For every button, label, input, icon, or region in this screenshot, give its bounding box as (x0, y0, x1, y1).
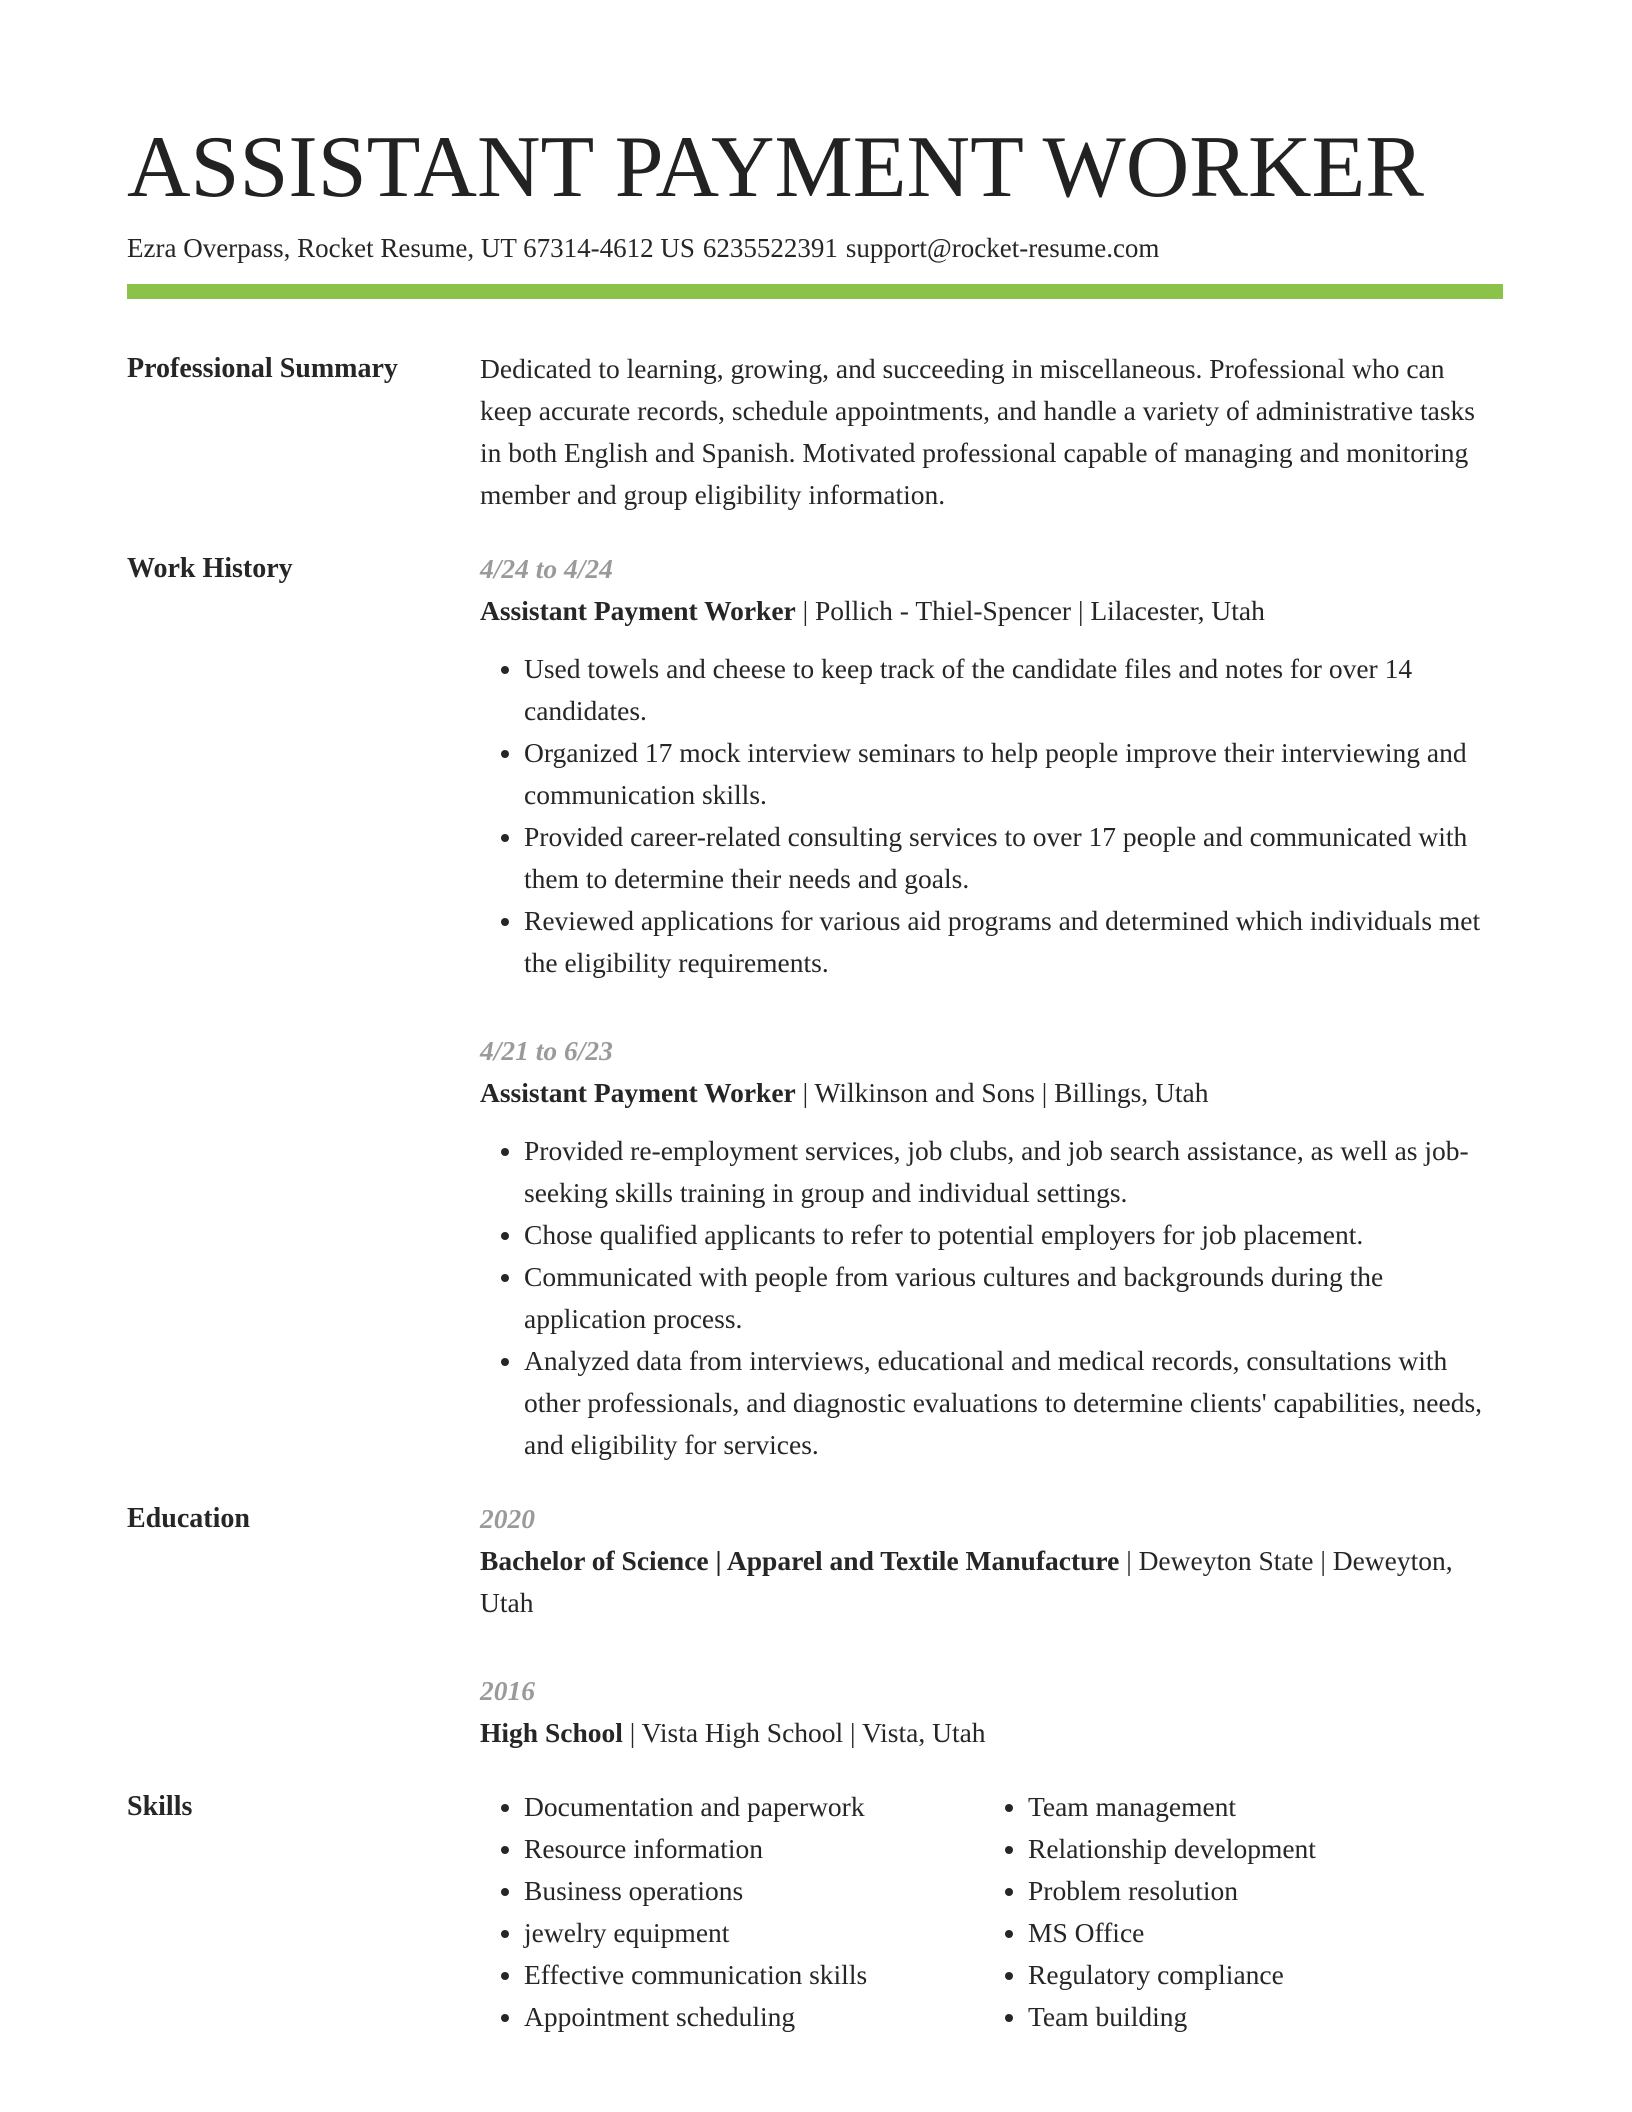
education-entry (480, 1670, 1503, 1754)
education-details: | Deweyton State | Deweyton, Utah (480, 1545, 1453, 1618)
education-degree: High School (480, 1717, 623, 1748)
skill-item: • Resource information (524, 1828, 984, 1870)
job-dates: 4/21 to 6/23 (480, 1035, 613, 1066)
job-bullets (480, 1130, 1503, 1466)
skill-item: • Regulatory compliance (1028, 1954, 1488, 1996)
job-bullet: • Provided re-employment services, job clubs, and job search assistance, as well as job-seeking skills training in group and individual settings. (524, 1130, 1503, 1214)
skill-item: • MS Office (1028, 1912, 1488, 1954)
job-heading (480, 1072, 1503, 1114)
job-details: | Pollich - Thiel-Spencer | Lilacester, Utah (795, 595, 1265, 626)
job-bullet: • Used towels and cheese to keep track of the candidate files and notes for over 14 candidates. (524, 648, 1503, 732)
job-bullets (480, 648, 1503, 984)
skill-item: • Effective communication skills (524, 1954, 984, 1996)
contact-line (127, 230, 1503, 266)
skill-item: • Documentation and paperwork (524, 1786, 984, 1828)
work-history-label: Work History (127, 553, 293, 584)
header-divider (127, 284, 1503, 299)
job-dates: 4/24 to 4/24 (480, 553, 613, 584)
education-label: Education (127, 1503, 250, 1534)
contact-phone: 6235522391 (702, 233, 838, 263)
skills-column-right (984, 1786, 1488, 2038)
skill-item: • Appointment scheduling (524, 1996, 984, 2038)
summary-section (127, 348, 1503, 516)
skills-body (480, 1786, 1503, 2038)
skills-section (127, 1786, 1503, 2038)
skills-label: Skills (127, 1791, 193, 1822)
education-year: 2016 (480, 1675, 535, 1706)
work-history-body (480, 548, 1503, 1466)
job-heading (480, 590, 1503, 632)
skill-item: • Team management (1028, 1786, 1488, 1828)
summary-label: Professional Summary (127, 353, 398, 384)
skill-item: • Problem resolution (1028, 1870, 1488, 1912)
skill-item: • Business operations (524, 1870, 984, 1912)
job-details: | Wilkinson and Sons | Billings, Utah (795, 1077, 1209, 1108)
job-bullet: • Chose qualified applicants to refer to potential employers for job placement. (524, 1214, 1503, 1256)
education-section (127, 1498, 1503, 1754)
education-body (480, 1498, 1503, 1754)
education-details: | Vista High School | Vista, Utah (622, 1717, 986, 1748)
work-history-section (127, 548, 1503, 1466)
job-bullet: • Organized 17 mock interview seminars to help people improve their interviewing and communication skills. (524, 732, 1503, 816)
skills-column-left (480, 1786, 984, 2038)
contact-email: support@rocket-resume.com (845, 233, 1160, 263)
education-heading (480, 1712, 1503, 1754)
education-year: 2020 (480, 1503, 535, 1534)
education-entry (480, 1498, 1503, 1624)
skill-item: • Team building (1028, 1996, 1488, 2038)
job-entry (480, 548, 1503, 984)
education-heading (480, 1540, 1503, 1624)
skill-item: • jewelry equipment (524, 1912, 984, 1954)
job-bullet: • Provided career-related consulting services to over 17 people and communicated with them to determine their needs and goals. (524, 816, 1503, 900)
skill-item: • Relationship development (1028, 1828, 1488, 1870)
job-title: Assistant Payment Worker (480, 1077, 796, 1108)
contact-address: Ezra Overpass, Rocket Resume, UT 67314-4612 US (127, 233, 695, 263)
resume-page (127, 118, 1503, 2038)
job-bullet: • Reviewed applications for various aid programs and determined which individuals met the eligibility requirements. (524, 900, 1503, 984)
job-entry (480, 1030, 1503, 1466)
job-title: Assistant Payment Worker (480, 595, 796, 626)
candidate-name: ASSISTANT PAYMENT WORKER (127, 119, 1424, 216)
job-bullet: • Communicated with people from various cultures and backgrounds during the application process. (524, 1256, 1503, 1340)
skills-columns (480, 1786, 1503, 2038)
education-degree: Bachelor of Science | Apparel and Textile Manufacture (480, 1545, 1120, 1576)
summary-text: Dedicated to learning, growing, and succeeding in miscellaneous. Professional who can keep accurate records, schedule appointments, and handle a variety of administrative tasks in both English and Spanish. Motivated professional capable of managing and monitoring member and group eligibility information. (480, 353, 1475, 510)
job-bullet: • Analyzed data from interviews, educational and medical records, consultations with other professionals, and diagnostic evaluations to determine clients' capabilities, needs, and eligibility for services. (524, 1340, 1503, 1466)
